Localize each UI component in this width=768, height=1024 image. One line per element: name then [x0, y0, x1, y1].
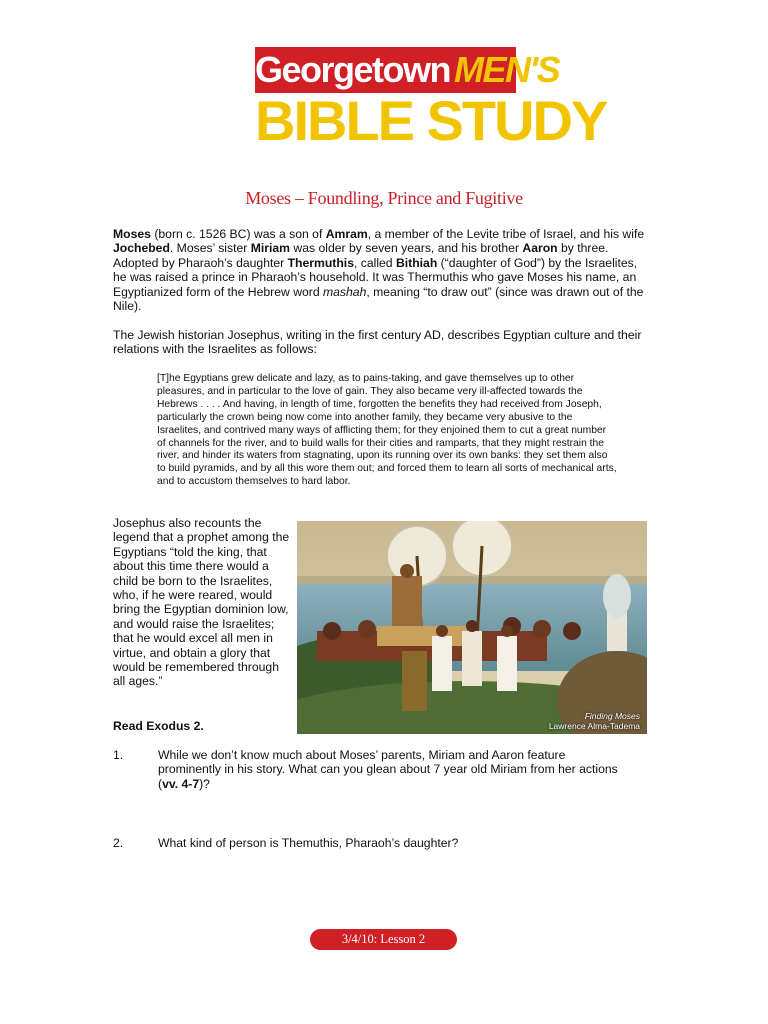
logo-bible-study: BIBLE STUDY [255, 89, 607, 152]
josephus-quote: [T]he Egyptians grew delicate and lazy, as to pains-taking, and gave themselves up to other pleasures, and in particular to the love of gain. They also became very ill-affected towards the Hebrews . . . . And having, in length of time, forgotten the benefits they had received from Joseph, particularly the crown being now come into another family, they became very abusive to the Israelites, and contrived many ways of afflicting them; for they enjoined them to cut a great number of channels for the river, and to build walls for their cities and ramparts, that they might restrain the river, and hinder its waters from stagnating, upon its running over its own banks: they set them also to build pyramids, and by all this wore them out; and forced them to learn all sorts of mechanical arts, and to accustom themselves to hard labor. [157, 373, 617, 488]
logo-mens: MEN'S [454, 49, 560, 90]
question-2-text: What kind of person is Themuthis, Pharaoh’s daughter? [158, 836, 459, 850]
finding-moses-painting [297, 521, 647, 734]
painting-illustration [297, 521, 647, 734]
josephus-intro-paragraph: The Jewish historian Josephus, writing in the first century AD, describes Egyptian culture and their relations with the Israelites as follows: [113, 328, 642, 357]
painting-caption [549, 711, 640, 731]
legend-paragraph: Josephus also recounts the legend that a prophet among the Egyptians “told the king, that about this time there would a child be born to the Israelites, who, if he were reared, would bring the Egyptian dominion low, and would raise the Israelites; that he would excel all men in virtue, and obtain a glory that would be remembered through all ages.” [113, 516, 290, 689]
read-exodus-heading: Read Exodus 2. [113, 719, 204, 733]
painting-artist: Lawrence Alma-Tadema [548, 721, 640, 731]
lesson-date-badge: 3/4/10: Lesson 2 [310, 929, 457, 950]
painting-title: Finding Moses [584, 711, 640, 721]
page-title: Moses – Foundling, Prince and Fugitive [245, 188, 523, 208]
logo-georgetown: Georgetown [255, 49, 451, 90]
question-2-number: 2. [113, 836, 124, 850]
logo-banner [255, 47, 560, 93]
intro-paragraph: Moses (born c. 1526 BC) was a son of Amram, a member of the Levite tribe of Israel, and his wife Jochebed. Moses’ sister Miriam was older by seven years, and his brother Aaron by three. Adopted by Pharaoh’s daughter Thermuthis, called Bithiah (“daughter of God”) by the Israelites, he was raised a prince in Pharaoh’s household. It was Thermuthis who gave Moses his name, an Egyptianized form of the Hebrew word mashah, meaning “to draw out” (since was drawn out of the Nile). [113, 227, 645, 314]
question-1-number: 1. [113, 748, 124, 762]
question-1-text: While we don’t know much about Moses’ parents, Miriam and Aaron feature prominently in his story. What can you glean about 7 year old Miriam from her actions (vv. 4-7)? [158, 748, 618, 791]
